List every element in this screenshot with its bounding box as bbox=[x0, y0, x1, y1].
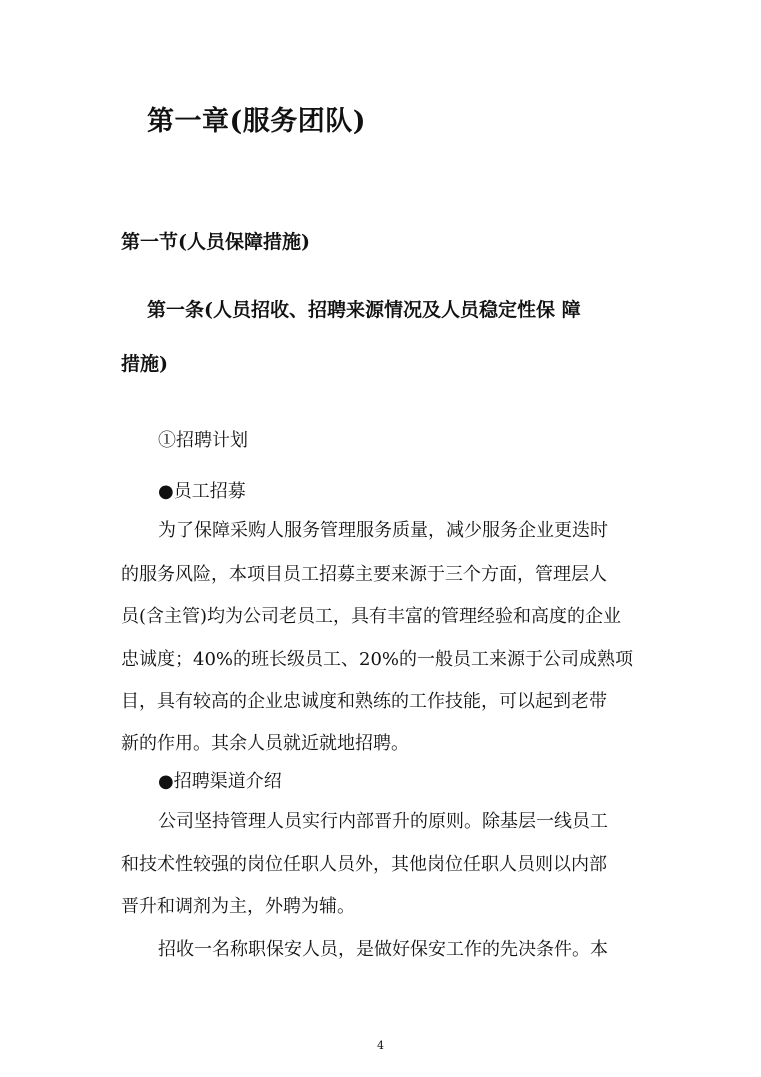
subsection-title: ①招聘计划 bbox=[158, 430, 248, 451]
paragraph-line: 公司坚持管理人员实行内部晋升的原则。除基层一线员工 bbox=[158, 811, 608, 832]
paragraph-line: 和技术性较强的岗位任职人员外，其他岗位任职人员则以内部 bbox=[121, 854, 607, 875]
paragraph-line: 的服务风险，本项目员工招募主要来源于三个方面，管理层人 bbox=[121, 564, 607, 585]
article-title-line-1: 第一条(人员招收、招聘来源情况及人员稳定性保 障 bbox=[147, 299, 581, 321]
channels-heading: ●招聘渠道介绍 bbox=[158, 771, 282, 792]
paragraph-line: 晋升和调剂为主，外聘为辅。 bbox=[121, 896, 355, 917]
paragraph-line: 为了保障采购人服务管理服务质量，减少服务企业更迭时 bbox=[158, 520, 608, 541]
chapter-title: 第一章(服务团队) bbox=[147, 106, 367, 137]
paragraph-line: 目，具有较高的企业忠诚度和熟练的工作技能，可以起到老带 bbox=[121, 691, 607, 712]
article-title-line-2: 措施) bbox=[121, 353, 168, 375]
paragraph-line: 新的作用。其余人员就近就地招聘。 bbox=[121, 733, 409, 754]
page-number: 4 bbox=[377, 1039, 384, 1052]
staff-recruitment-heading: ●员工招募 bbox=[158, 481, 246, 502]
paragraph-line: 招收一名称职保安人员，是做好保安工作的先决条件。本 bbox=[158, 939, 608, 960]
section-title: 第一节(人员保障措施) bbox=[121, 231, 310, 253]
paragraph-line: 员(含主管)均为公司老员工，具有丰富的管理经验和高度的企业 bbox=[121, 606, 622, 627]
paragraph-line: 忠诚度；40%的班长级员工、20%的一般员工来源于公司成熟项 bbox=[121, 649, 634, 670]
